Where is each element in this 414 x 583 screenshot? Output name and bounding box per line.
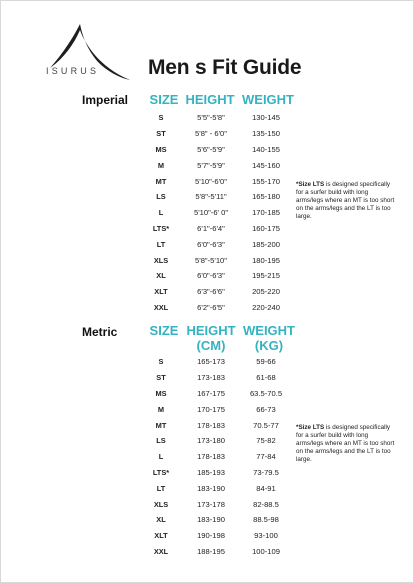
size-cell: LT — [156, 239, 166, 249]
table-row — [138, 268, 294, 284]
weight-cell: 73-79.5 — [253, 467, 279, 477]
weight-cell: 75-82 — [256, 436, 276, 446]
weight-cell: 220-240 — [252, 302, 280, 312]
table-row — [138, 284, 294, 300]
height-cell: 6'3"-6'6" — [197, 287, 225, 297]
table-row — [138, 480, 294, 496]
table-row — [138, 386, 294, 402]
height-cell: 167-175 — [197, 388, 225, 398]
table-row — [138, 449, 294, 465]
table-row — [138, 370, 294, 386]
table-row — [138, 205, 294, 221]
weight-cell: 88.5-98 — [253, 515, 279, 525]
logo-text: ISURUS — [46, 66, 100, 76]
metric-label: Metric — [82, 325, 118, 339]
size-cell: XL — [156, 271, 166, 281]
weight-cell: 170-185 — [252, 208, 280, 218]
size-cell: XXL — [153, 546, 169, 556]
weight-cell: 145-160 — [252, 160, 280, 170]
metric-note — [296, 424, 396, 464]
table-row — [138, 252, 294, 268]
size-cell: M — [157, 404, 165, 414]
height-cell: 165-173 — [197, 357, 225, 367]
size-cell: S — [158, 113, 164, 123]
height-cell: 5'8"-5'11" — [195, 192, 227, 202]
height-cell: 5'6"-5'9" — [197, 144, 225, 154]
height-cell: 188-195 — [197, 546, 225, 556]
height-cell: 173-180 — [197, 436, 225, 446]
table-row — [138, 126, 294, 142]
metric-table — [138, 354, 294, 559]
height-cell: 5'10"-6' 0" — [193, 208, 229, 218]
size-cell: XXL — [153, 302, 169, 312]
metric-size-header: SIZE — [149, 323, 179, 338]
weight-cell: 180-195 — [252, 255, 280, 265]
height-cell: 185-193 — [197, 467, 225, 477]
size-cell: ST — [156, 129, 166, 139]
metric-note-bold: *Size LTS — [296, 424, 325, 431]
height-cell: 6'0"-6'3" — [197, 239, 225, 249]
table-row — [138, 221, 294, 237]
table-row — [138, 189, 294, 205]
size-cell: LS — [156, 436, 166, 446]
page-title: Men s Fit Guide — [148, 56, 302, 79]
weight-cell: 100-109 — [252, 546, 280, 556]
height-cell: 183-190 — [197, 483, 225, 493]
size-cell: XLS — [153, 255, 169, 265]
table-row — [138, 300, 294, 316]
size-cell: XLT — [154, 287, 168, 297]
table-row — [138, 433, 294, 449]
weight-cell: 205-220 — [252, 287, 280, 297]
height-cell: 6'1"-6'4" — [197, 223, 225, 233]
height-cell: 178-183 — [197, 420, 225, 430]
metric-height-header-line1: HEIGHT — [186, 323, 236, 338]
table-row — [138, 512, 294, 528]
table-row — [138, 110, 294, 126]
size-cell: MS — [155, 388, 167, 398]
size-cell: M — [157, 160, 165, 170]
weight-cell: 63.5-70.5 — [249, 388, 283, 398]
weight-cell: 70.5-77 — [253, 420, 279, 430]
metric-weight-header — [240, 323, 298, 353]
imperial-weight-header: WEIGHT — [242, 92, 294, 107]
weight-cell: 160-175 — [252, 223, 280, 233]
weight-cell: 135-150 — [252, 129, 280, 139]
height-cell: 6'0"-6'3" — [197, 271, 225, 281]
weight-cell: 82-88.5 — [253, 499, 279, 509]
height-cell: 170-175 — [197, 404, 225, 414]
imperial-size-header: SIZE — [149, 92, 179, 107]
imperial-label: Imperial — [82, 93, 129, 107]
table-row — [138, 496, 294, 512]
height-cell: 173-178 — [197, 499, 225, 509]
table-row — [138, 236, 294, 252]
weight-cell: 59-66 — [256, 357, 276, 367]
height-cell: 5'7"-5'9" — [197, 160, 225, 170]
size-cell: XLS — [153, 499, 169, 509]
size-cell: ST — [156, 373, 166, 383]
metric-height-header — [184, 323, 238, 353]
weight-cell: 185-200 — [252, 239, 280, 249]
weight-cell: 66-73 — [256, 404, 276, 414]
size-cell: MT — [155, 420, 167, 430]
table-row — [138, 173, 294, 189]
size-cell: MT — [155, 176, 167, 186]
height-cell: 6'2"-6'5" — [197, 302, 225, 312]
imperial-note-bold: *Size LTS — [296, 181, 325, 188]
weight-cell: 61-68 — [256, 373, 276, 383]
table-row — [138, 401, 294, 417]
height-cell: 5'10"-6'0" — [195, 176, 227, 186]
imperial-height-header: HEIGHT — [185, 92, 235, 107]
weight-cell: 140-155 — [252, 144, 280, 154]
size-cell: XL — [156, 515, 166, 525]
size-cell: LS — [156, 192, 166, 202]
height-cell: 5'5"-5'8" — [197, 113, 225, 123]
metric-height-header-line2: (CM) — [196, 338, 226, 353]
size-cell: MS — [155, 144, 167, 154]
table-row — [138, 354, 294, 370]
table-row — [138, 142, 294, 158]
imperial-note-text: is designed specifically for a surfer build with long arms/legs where an MT is too short on the arms/legs and the LT is too large. — [296, 181, 395, 221]
size-cell: L — [158, 208, 164, 218]
weight-cell: 130-145 — [252, 113, 280, 123]
weight-cell: 195-215 — [252, 271, 280, 281]
metric-weight-header-line2: (KG) — [254, 338, 284, 353]
weight-cell: 77-84 — [256, 452, 276, 462]
table-row — [138, 544, 294, 560]
size-cell: L — [158, 452, 164, 462]
weight-cell: 155-170 — [252, 176, 280, 186]
table-row — [138, 157, 294, 173]
size-cell: XLT — [154, 531, 168, 541]
size-cell: LT — [156, 483, 166, 493]
height-cell: 178-183 — [197, 452, 225, 462]
height-cell: 173-183 — [197, 373, 225, 383]
weight-cell: 84-91 — [256, 483, 276, 493]
metric-note-text: is designed specifically for a surfer build with long arms/legs where an MT is too short on the arms/legs and the LT is too large. — [296, 424, 395, 464]
height-cell: 183-190 — [197, 515, 225, 525]
imperial-note — [296, 181, 396, 221]
imperial-table — [138, 110, 294, 315]
size-cell: LTS* — [152, 467, 170, 477]
height-cell: 5'8"-5'10" — [195, 255, 227, 265]
size-cell: LTS* — [152, 223, 170, 233]
metric-weight-header-line1: WEIGHT — [243, 323, 295, 338]
size-cell: S — [158, 357, 164, 367]
table-row — [138, 528, 294, 544]
height-cell: 5'8" - 6'0" — [195, 129, 227, 139]
height-cell: 190-198 — [197, 531, 225, 541]
weight-cell: 165-180 — [252, 192, 280, 202]
table-row — [138, 417, 294, 433]
weight-cell: 93-100 — [254, 531, 278, 541]
table-row — [138, 465, 294, 481]
